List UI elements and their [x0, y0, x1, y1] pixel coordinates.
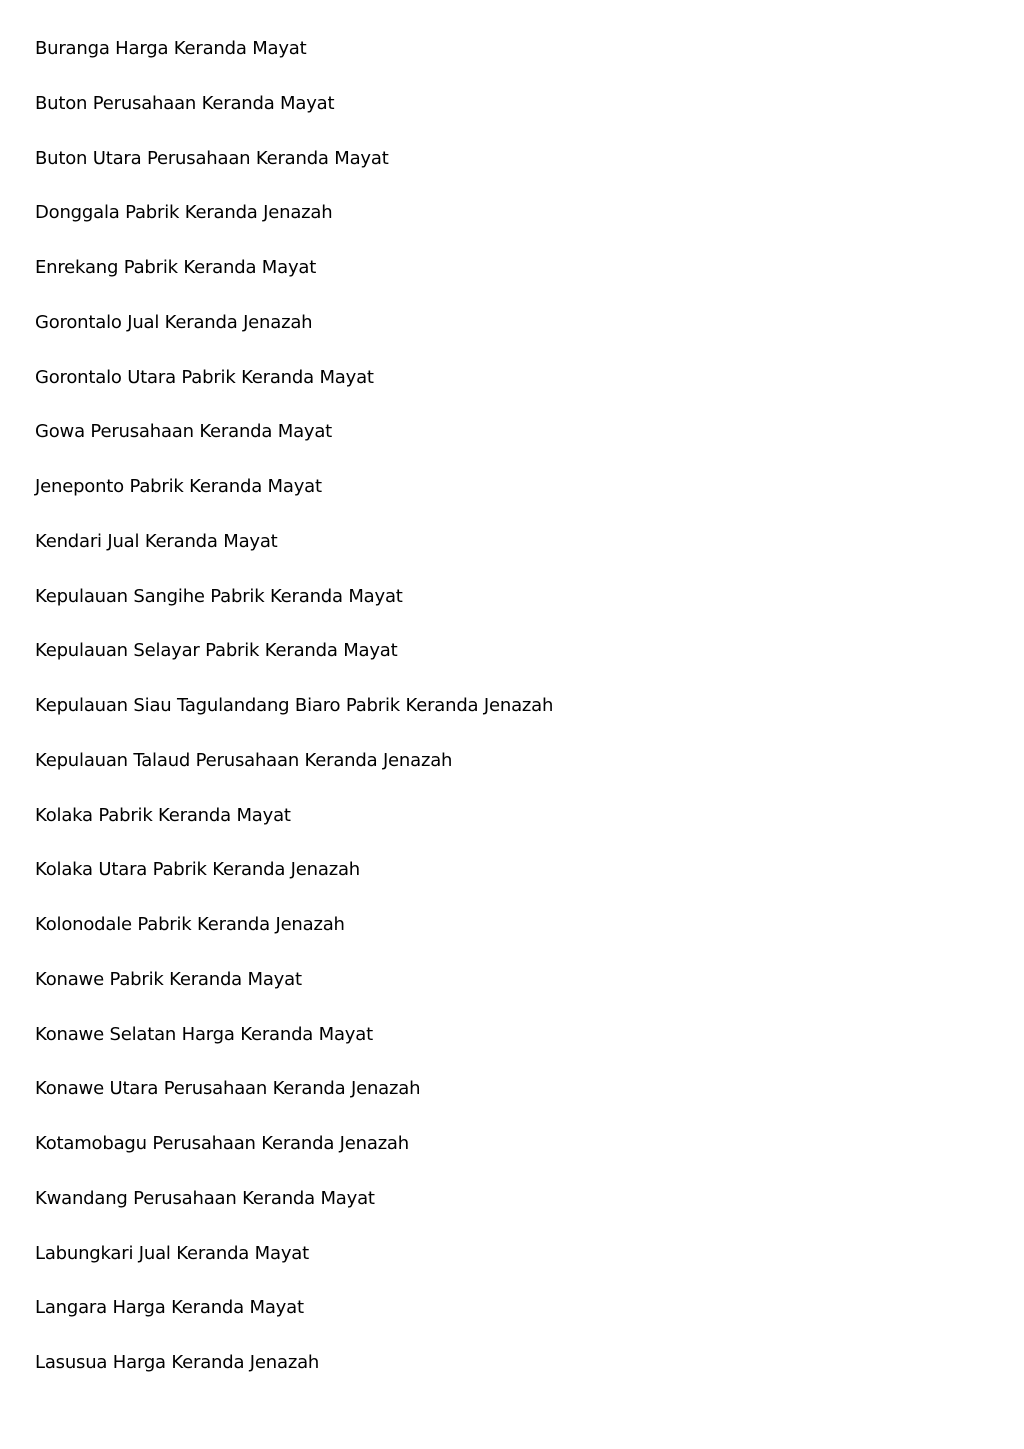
location-link[interactable]: Konawe Utara Perusahaan Keranda Jenazah: [35, 1078, 421, 1100]
list-item: [35, 1351, 995, 1406]
location-link-list: [35, 37, 995, 1406]
list-item: [35, 804, 995, 859]
list-item: [35, 913, 995, 968]
location-link[interactable]: Konawe Selatan Harga Keranda Mayat: [35, 1023, 373, 1045]
location-link[interactable]: Jeneponto Pabrik Keranda Mayat: [35, 476, 322, 497]
location-link[interactable]: Kepulauan Talaud Perusahaan Keranda Jenazah: [35, 749, 453, 771]
location-link[interactable]: Kepulauan Selayar Pabrik Keranda Mayat: [35, 640, 398, 662]
list-item: [35, 475, 995, 530]
location-link[interactable]: Gorontalo Jual Keranda Jenazah: [35, 311, 313, 333]
list-item: [35, 37, 995, 92]
list-item: [35, 1296, 995, 1351]
location-link[interactable]: Kolaka Pabrik Keranda Mayat: [35, 804, 291, 826]
location-link[interactable]: Buton Perusahaan Keranda Mayat: [35, 92, 335, 114]
list-item: [35, 1132, 995, 1187]
location-link[interactable]: Kepulauan Siau Tagulandang Biaro Pabrik Keranda Jenazah: [35, 695, 554, 716]
list-item: [35, 1187, 995, 1242]
list-item: [35, 530, 995, 585]
list-item: [35, 858, 995, 913]
list-item: [35, 256, 995, 311]
location-link[interactable]: Enrekang Pabrik Keranda Mayat: [35, 257, 317, 278]
location-link[interactable]: Langara Harga Keranda Mayat: [35, 1297, 304, 1319]
list-item: [35, 420, 995, 475]
list-item: [35, 92, 995, 147]
location-link[interactable]: Kotamobagu Perusahaan Keranda Jenazah: [35, 1133, 409, 1154]
location-link[interactable]: Kolonodale Pabrik Keranda Jenazah: [35, 914, 345, 935]
list-item: [35, 694, 995, 749]
list-item: [35, 366, 995, 421]
list-item: [35, 1023, 995, 1078]
location-link[interactable]: Lasusua Harga Keranda Jenazah: [35, 1352, 320, 1373]
list-item: [35, 585, 995, 640]
location-link[interactable]: Labungkari Jual Keranda Mayat: [35, 1242, 309, 1264]
location-link[interactable]: Kendari Jual Keranda Mayat: [35, 530, 278, 552]
location-link[interactable]: Gorontalo Utara Pabrik Keranda Mayat: [35, 366, 374, 388]
location-link[interactable]: Kepulauan Sangihe Pabrik Keranda Mayat: [35, 585, 403, 607]
list-item: [35, 311, 995, 366]
location-link[interactable]: Donggala Pabrik Keranda Jenazah: [35, 202, 333, 224]
list-item: [35, 639, 995, 694]
list-item: [35, 201, 995, 256]
list-item: [35, 147, 995, 202]
list-item: [35, 1077, 995, 1132]
location-link[interactable]: Kwandang Perusahaan Keranda Mayat: [35, 1187, 375, 1209]
location-link[interactable]: Konawe Pabrik Keranda Mayat: [35, 968, 302, 990]
location-link[interactable]: Buranga Harga Keranda Mayat: [35, 38, 307, 59]
location-link[interactable]: Kolaka Utara Pabrik Keranda Jenazah: [35, 859, 360, 881]
location-link[interactable]: Buton Utara Perusahaan Keranda Mayat: [35, 147, 389, 169]
list-item: [35, 749, 995, 804]
location-link[interactable]: Gowa Perusahaan Keranda Mayat: [35, 421, 333, 443]
list-item: [35, 1242, 995, 1297]
list-item: [35, 968, 995, 1023]
